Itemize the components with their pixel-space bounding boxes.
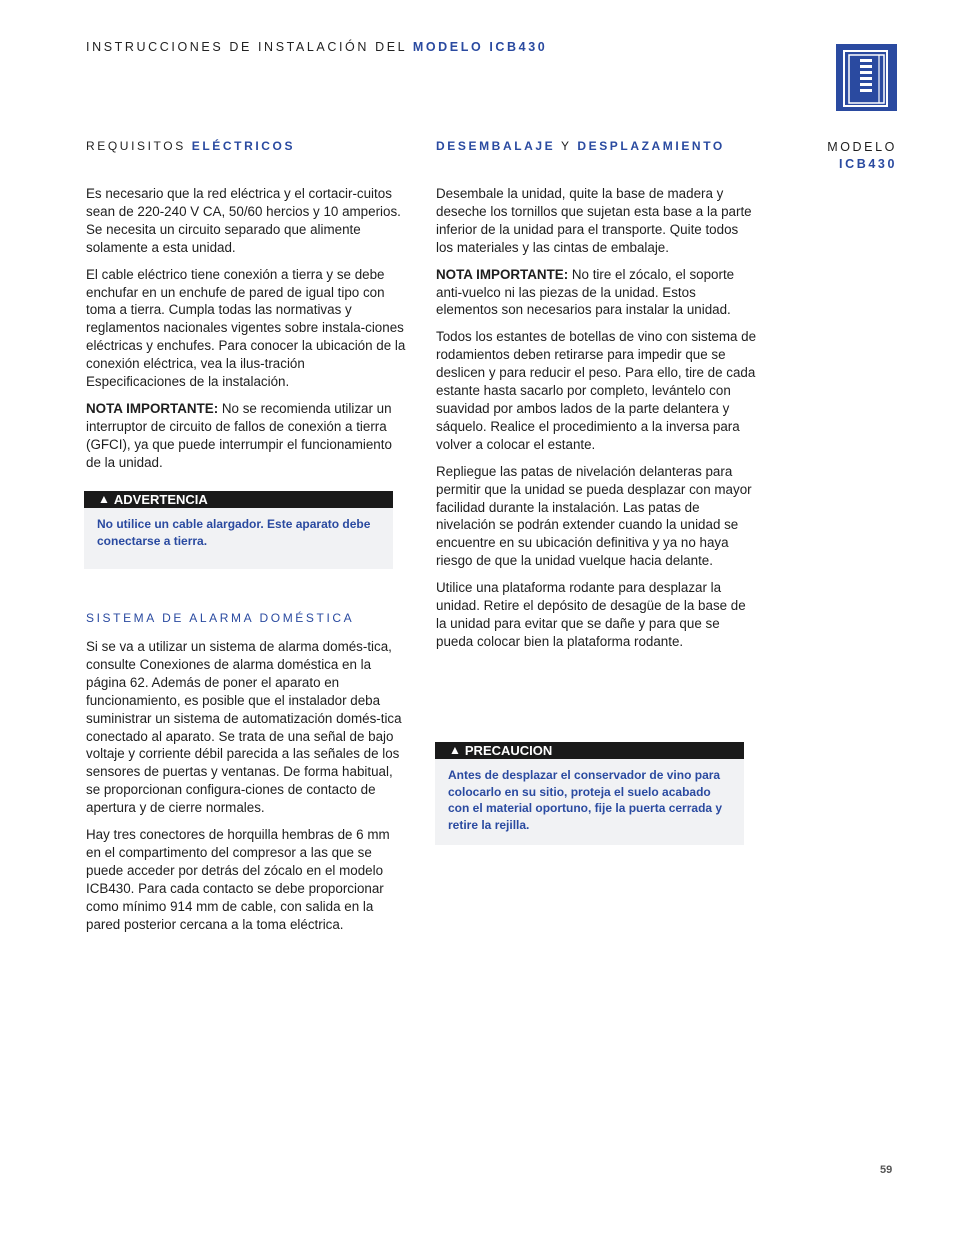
- warning-triangle-icon: ▲: [449, 743, 461, 757]
- paragraph: El cable eléctrico tiene conexión a tierra y se debe enchufar en un enchufe de pared de igual tipo con toma a tierra. Cumpla todas las normativas y reglamentos nacionales vigentes sobre instala-ciones eléctricas y enchufes. Para conocer la ubicación de la conexión eléctrica, vea la ilus-tración Especificaciones de la instalación.: [86, 266, 406, 390]
- title-bold: ELÉCTRICOS: [191, 139, 296, 153]
- unpacking-text: [436, 185, 758, 660]
- warning-text: No utilice un cable alargador. Este aparato debe conectarse a tierra.: [97, 517, 371, 548]
- paragraph: Utilice una plataforma rodante para desplazar la unidad. Retire el depósito de desagüe de la base de la unidad para evitar que se dañe y para que se pueda colocar bien la plataforma rodante.: [436, 580, 746, 649]
- caution-text: Antes de desplazar el conservador de vino para colocarlo en su sitio, proteja el suelo acabado con el material oportuno, fije la puerta cerrada y retire la rejilla.: [448, 768, 723, 832]
- caution-header: [435, 742, 744, 759]
- warning-title: ADVERTENCIA: [113, 492, 208, 507]
- header-prefix: INSTRUCCIONES DE INSTALACIÓN DEL: [86, 40, 407, 54]
- caution-box: [435, 742, 744, 845]
- warning-header: [84, 491, 393, 508]
- side-model-line2: ICB430: [839, 157, 897, 171]
- note-label: NOTA IMPORTANTE:: [86, 400, 219, 416]
- page-number: 59: [880, 1164, 893, 1176]
- side-model-label: [827, 139, 897, 173]
- paragraph: [86, 400, 408, 472]
- paragraph: [436, 266, 758, 320]
- home-alarm-title: SISTEMA DE ALARMA DOMÉSTICA: [86, 611, 355, 625]
- note-label: NOTA IMPORTANTE:: [436, 266, 569, 282]
- paragraph: Hay tres conectores de horquilla hembras de 6 mm en el compartimento del compresor a las que se puede acceder por detrás del zócalo en el modelo ICB430. Para cada contacto se debe proporcionar como mínimo 914 mm de cable, con salida en la pared posterior cercana a la toma eléctrica.: [86, 827, 390, 932]
- header-model: MODELO ICB430: [412, 40, 548, 54]
- electrical-requirements-title: [86, 139, 295, 153]
- side-model-line1: MODELO: [827, 140, 897, 154]
- paragraph: Todos los estantes de botellas de vino con sistema de rodamientos deben retirarse para impedir que se deslicen y para reducir el peso. Para ello, tire de cada estante hasta sacarlo por completo, levántelo con suavidad por ambos lados de la parte delantera y sáquelo. Realice el procedimiento a la inversa para volver a colocar el estante.: [436, 329, 757, 452]
- paragraph: Desembale la unidad, quite la base de madera y deseche los tornillos que sujetan esta base a la parte inferior de la unidad para el transporte. Quite todos los materiales y las cintas de embalaje.: [436, 186, 752, 255]
- wine-cabinet-logo-icon: [836, 44, 897, 111]
- title-conjunction: Y: [561, 139, 572, 153]
- paragraph: Si se va a utilizar un sistema de alarma domés-tica, consulte Conexiones de alarma doméstica en la página 62. Además de poner el aparato en funcionamiento, es posible que el instalador deba suministrar un sistema de automatización domés-tica conectado al aparato. Se trata de una señal de bajo voltaje y corriente débil parecida a las señales de los sensores de puertas y ventanas. De forma habitual, se proporcionan configura-ciones de contacto de apertura y de cierre normales.: [86, 639, 402, 816]
- note-text: No se recomienda utilizar un interruptor de circuito de fallos de conexión a tierra (GFCI), ya que puede interrumpir el funcionamiento de la unidad.: [86, 400, 392, 470]
- page-header: [86, 40, 547, 54]
- paragraph: Es necesario que la red eléctrica y el cortacir-cuitos sean de 220-240 V CA, 50/60 hercios y 10 amperios. Se necesita un circuito separado que alimente solamente a esta unidad.: [86, 186, 401, 255]
- warning-box: [84, 491, 393, 569]
- warning-triangle-icon: ▲: [98, 492, 110, 506]
- note-text: No tire el zócalo, el soporte anti-vuelco ni las piezas de la unidad. Estos elementos son necesarios para instalar la unidad.: [436, 266, 735, 318]
- title-part-b: DESPLAZAMIENTO: [577, 139, 725, 153]
- caution-title: PRECAUCION: [464, 743, 553, 758]
- paragraph: Repliegue las patas de nivelación delanteras para permitir que la unidad se pueda desplazar con mayor facilidad durante la instalación. Las patas de nivelación se podrán extender cuando la unidad se encuentre en su ubicación definitiva y ya no haya riesgo de que la unidad vuelque hacia delante.: [436, 463, 752, 569]
- unpacking-title: [436, 139, 725, 153]
- title-part-a: DESEMBALAJE: [436, 139, 556, 153]
- title-plain: REQUISITOS: [86, 139, 186, 153]
- electrical-text: [86, 185, 408, 481]
- alarm-text: [86, 638, 408, 943]
